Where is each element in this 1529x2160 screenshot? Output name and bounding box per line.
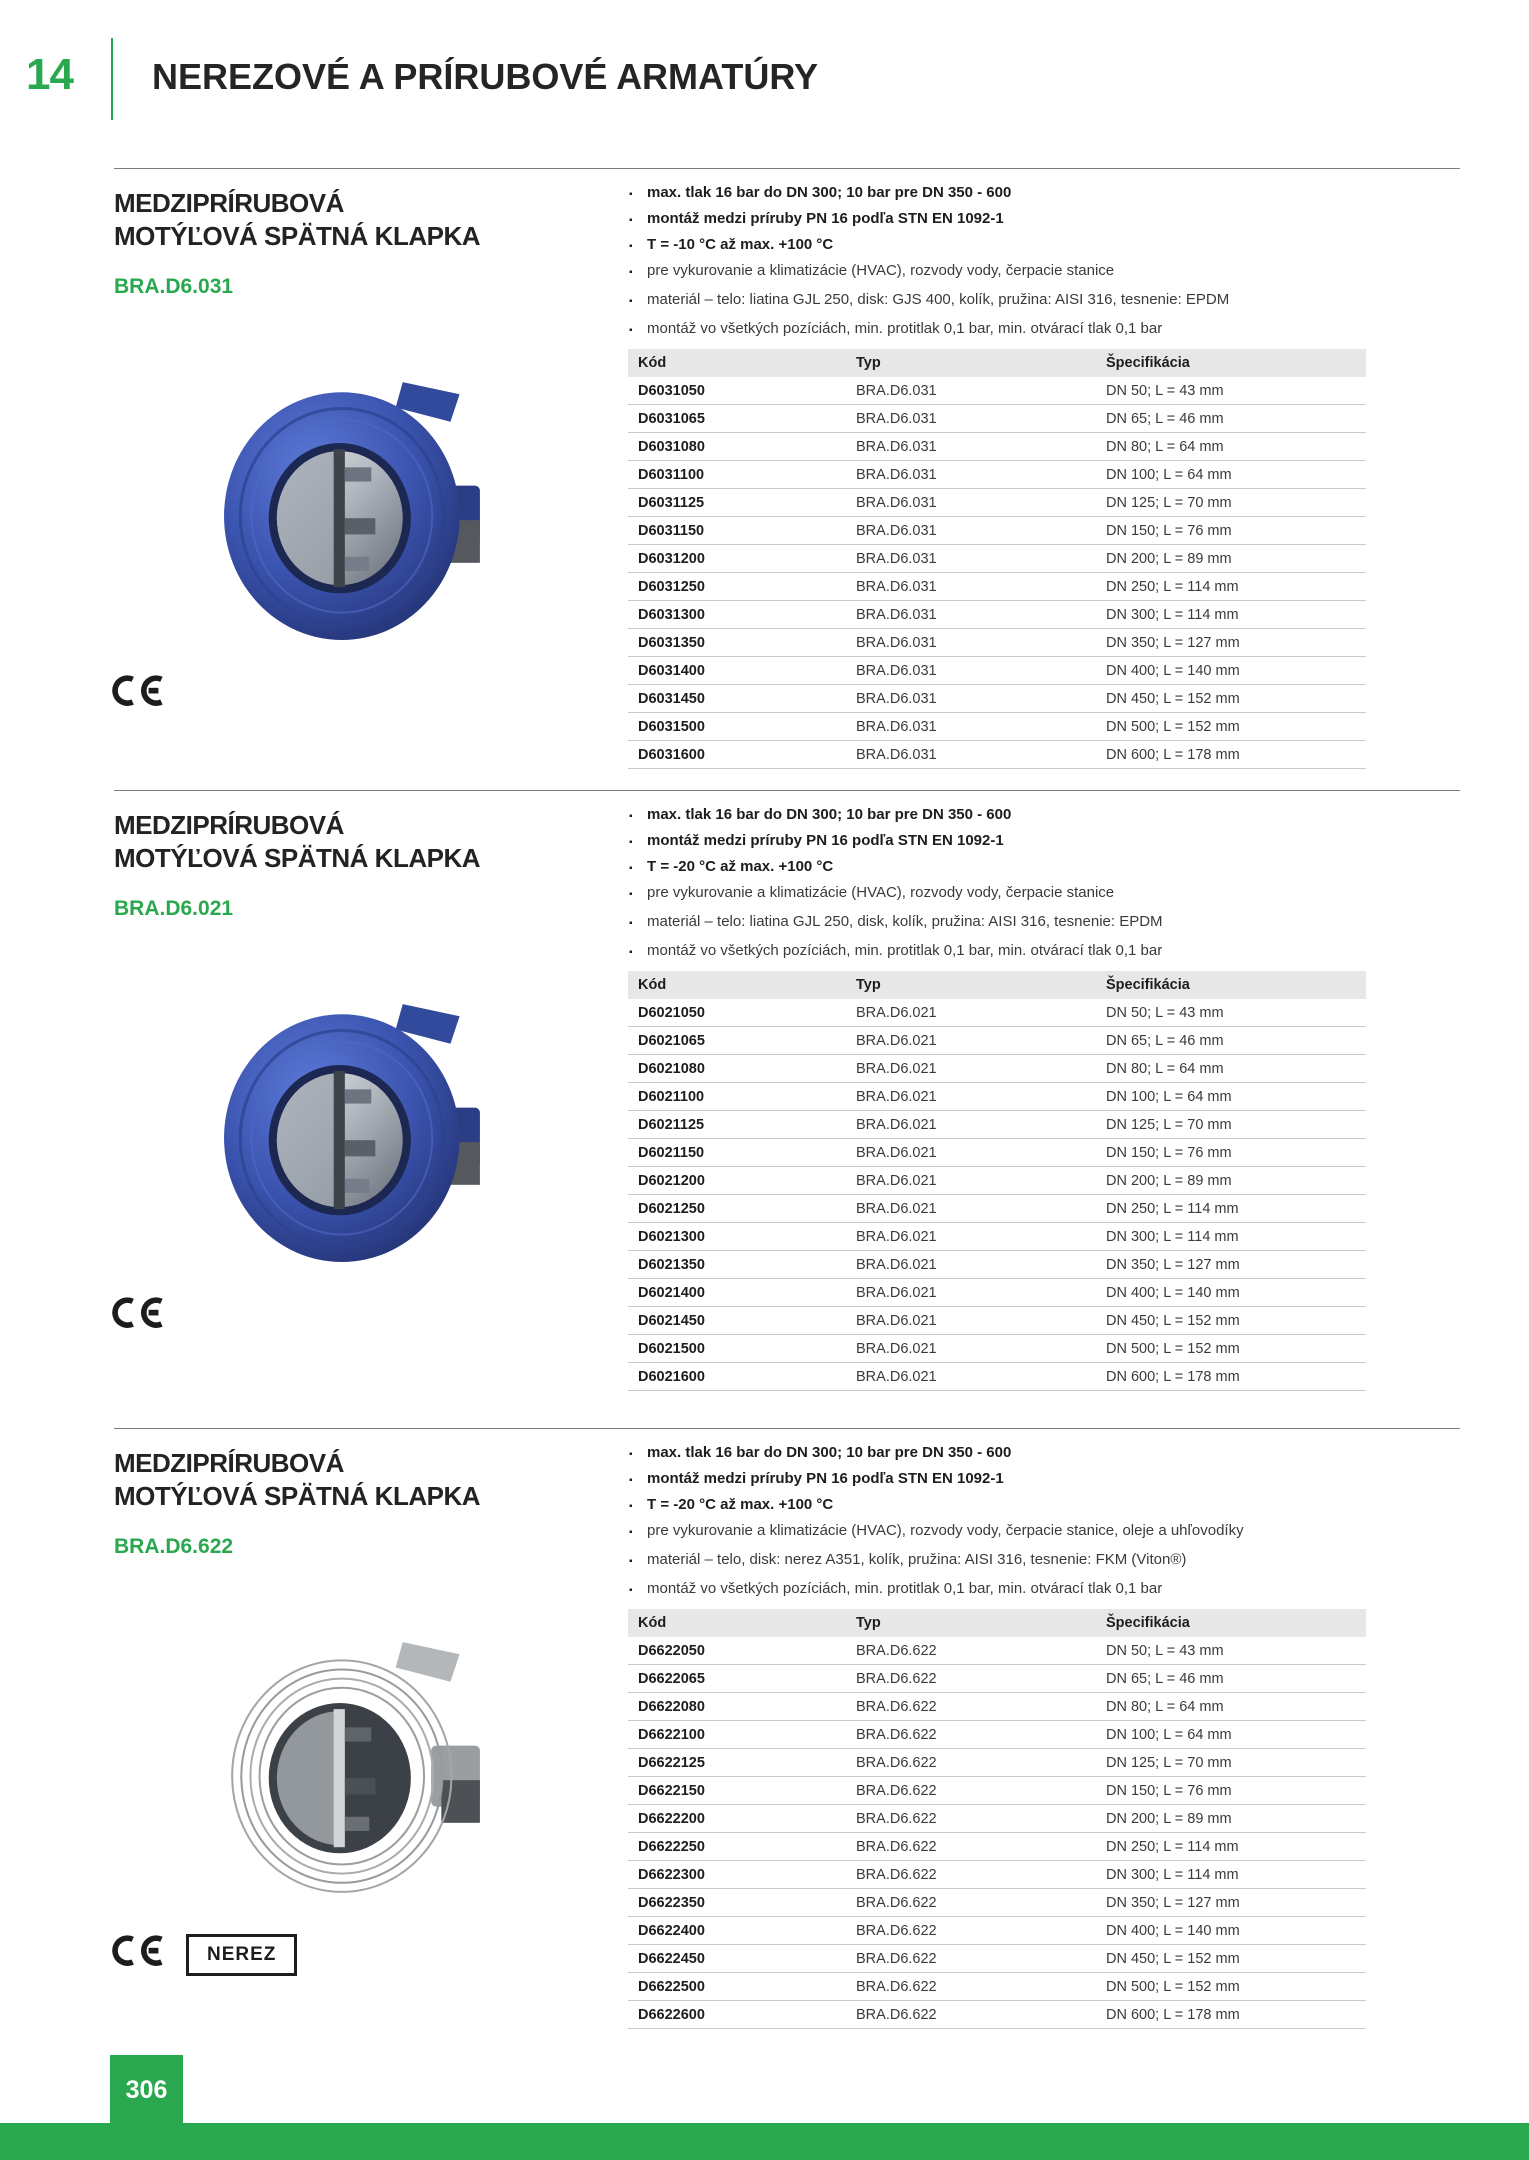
table-row [628, 1721, 1366, 1749]
chapter-number: 14 [26, 50, 73, 99]
cell-typ: BRA.D6.031 [856, 377, 1106, 405]
cell-typ: BRA.D6.031 [856, 601, 1106, 629]
cell-kod: D6031125 [628, 489, 856, 517]
cell-spec: DN 125; L = 70 mm [1106, 1749, 1366, 1777]
certification-marks [110, 674, 166, 716]
table-row [628, 1027, 1366, 1055]
cell-typ: BRA.D6.031 [856, 741, 1106, 769]
table-row [628, 1307, 1366, 1335]
ce-mark-icon [110, 1296, 166, 1338]
cell-kod: D6622080 [628, 1693, 856, 1721]
spec-bullet: ▪ max. tlak 16 bar do DN 300; 10 bar pre DN 350 - 600 [628, 183, 1366, 203]
spec-table-header-row [628, 971, 1366, 999]
spec-bullet: ▪ materiál – telo: liatina GJL 250, disk: GJS 400, kolík, pružina: AISI 316, tesnenie: EPDM [628, 290, 1366, 310]
table-row [628, 1777, 1366, 1805]
product-title [114, 1447, 628, 1513]
cell-spec: DN 400; L = 140 mm [1106, 657, 1366, 685]
spec-bullet: ▪ max. tlak 16 bar do DN 300; 10 bar pre DN 350 - 600 [628, 805, 1366, 825]
cell-spec: DN 350; L = 127 mm [1106, 629, 1366, 657]
cell-spec: DN 65; L = 46 mm [1106, 1665, 1366, 1693]
table-row [628, 2001, 1366, 2029]
cell-spec: DN 600; L = 178 mm [1106, 1363, 1366, 1391]
table-row [628, 377, 1366, 405]
cell-kod: D6021600 [628, 1363, 856, 1391]
product-title-line1: MEDZIPRÍRUBOVÁ [114, 810, 344, 840]
cell-spec: DN 65; L = 46 mm [1106, 405, 1366, 433]
cell-spec: DN 150; L = 76 mm [1106, 1777, 1366, 1805]
col-header-typ: Typ [856, 349, 1106, 377]
nerez-badge: NEREZ [186, 1934, 297, 1976]
cell-typ: BRA.D6.622 [856, 1665, 1106, 1693]
table-row [628, 1083, 1366, 1111]
spec-bullet: ▪ montáž vo všetkých pozíciách, min. protitlak 0,1 bar, min. otvárací tlak 0,1 bar [628, 1579, 1366, 1599]
cell-typ: BRA.D6.021 [856, 1111, 1106, 1139]
cell-spec: DN 350; L = 127 mm [1106, 1889, 1366, 1917]
spec-bullets [628, 805, 1366, 961]
product-title-line2: MOTÝĽOVÁ SPÄTNÁ KLAPKA [114, 221, 480, 251]
cell-kod: D6031500 [628, 713, 856, 741]
cell-spec: DN 350; L = 127 mm [1106, 1251, 1366, 1279]
spec-bullet: ▪ max. tlak 16 bar do DN 300; 10 bar pre DN 350 - 600 [628, 1443, 1366, 1463]
product-right-column [628, 1429, 1366, 2023]
cell-kod: D6021500 [628, 1335, 856, 1363]
table-row [628, 1637, 1366, 1665]
cell-kod: D6031100 [628, 461, 856, 489]
product-left-column [114, 791, 628, 920]
cell-typ: BRA.D6.031 [856, 405, 1106, 433]
cell-kod: D6622600 [628, 2001, 856, 2029]
cell-spec: DN 65; L = 46 mm [1106, 1027, 1366, 1055]
cell-spec: DN 100; L = 64 mm [1106, 461, 1366, 489]
cell-kod: D6021065 [628, 1027, 856, 1055]
spec-table-header-row [628, 1609, 1366, 1637]
cell-typ: BRA.D6.021 [856, 1335, 1106, 1363]
product-code: BRA.D6.622 [114, 1535, 234, 1558]
cell-spec: DN 500; L = 152 mm [1106, 1973, 1366, 2001]
cell-typ: BRA.D6.622 [856, 1833, 1106, 1861]
spec-table [628, 349, 1366, 769]
cell-kod: D6622500 [628, 1973, 856, 2001]
table-row [628, 1917, 1366, 1945]
cell-kod: D6021250 [628, 1195, 856, 1223]
cell-spec: DN 150; L = 76 mm [1106, 517, 1366, 545]
table-row [628, 1665, 1366, 1693]
cell-spec: DN 50; L = 43 mm [1106, 377, 1366, 405]
table-row [628, 433, 1366, 461]
cell-spec: DN 600; L = 178 mm [1106, 2001, 1366, 2029]
table-row [628, 405, 1366, 433]
cell-spec: DN 200; L = 89 mm [1106, 1805, 1366, 1833]
spec-bullet: ▪ montáž medzi príruby PN 16 podľa STN EN 1092-1 [628, 209, 1366, 229]
cell-kod: D6021080 [628, 1055, 856, 1083]
spec-table [628, 971, 1366, 1391]
col-header-spec: Špecifikácia [1106, 971, 1366, 999]
table-row [628, 1889, 1366, 1917]
cell-kod: D6021400 [628, 1279, 856, 1307]
product-code: BRA.D6.021 [114, 897, 234, 920]
product-title-line2: MOTÝĽOVÁ SPÄTNÁ KLAPKA [114, 1481, 480, 1511]
spec-table [628, 1609, 1366, 2029]
cell-spec: DN 80; L = 64 mm [1106, 1055, 1366, 1083]
product-right-column [628, 169, 1366, 763]
cell-kod: D6622400 [628, 1917, 856, 1945]
table-row [628, 629, 1366, 657]
col-header-kod: Kód [628, 971, 856, 999]
product-section [114, 790, 1460, 1429]
table-row [628, 1055, 1366, 1083]
col-header-spec: Špecifikácia [1106, 1609, 1366, 1637]
cell-kod: D6031400 [628, 657, 856, 685]
cell-kod: D6622450 [628, 1945, 856, 1973]
cell-typ: BRA.D6.031 [856, 713, 1106, 741]
ce-mark-icon [110, 1934, 166, 1976]
col-header-typ: Typ [856, 1609, 1106, 1637]
cell-typ: BRA.D6.622 [856, 1861, 1106, 1889]
product-code: BRA.D6.031 [114, 275, 234, 298]
cell-spec: DN 125; L = 70 mm [1106, 1111, 1366, 1139]
product-left-column [114, 169, 628, 298]
cell-typ: BRA.D6.021 [856, 1083, 1106, 1111]
cell-typ: BRA.D6.021 [856, 1055, 1106, 1083]
spec-bullet: ▪ montáž medzi príruby PN 16 podľa STN EN 1092-1 [628, 831, 1366, 851]
cell-typ: BRA.D6.031 [856, 573, 1106, 601]
cell-spec: DN 300; L = 114 mm [1106, 601, 1366, 629]
certification-marks [110, 1296, 166, 1338]
product-photo [222, 987, 486, 1273]
spec-bullet: ▪ materiál – telo: liatina GJL 250, disk, kolík, pružina: AISI 316, tesnenie: EPDM [628, 912, 1366, 932]
table-row [628, 1251, 1366, 1279]
cell-kod: D6021050 [628, 999, 856, 1027]
cell-typ: BRA.D6.021 [856, 1279, 1106, 1307]
table-row [628, 1195, 1366, 1223]
blue-valve-image [222, 987, 486, 1273]
cell-kod: D6031200 [628, 545, 856, 573]
cell-kod: D6031600 [628, 741, 856, 769]
cell-typ: BRA.D6.622 [856, 1945, 1106, 1973]
cell-typ: BRA.D6.622 [856, 1973, 1106, 2001]
cell-spec: DN 300; L = 114 mm [1106, 1861, 1366, 1889]
cell-typ: BRA.D6.021 [856, 1307, 1106, 1335]
cell-spec: DN 400; L = 140 mm [1106, 1279, 1366, 1307]
table-row [628, 1805, 1366, 1833]
cell-spec: DN 250; L = 114 mm [1106, 1833, 1366, 1861]
cell-spec: DN 450; L = 152 mm [1106, 685, 1366, 713]
table-row [628, 1693, 1366, 1721]
cell-typ: BRA.D6.031 [856, 461, 1106, 489]
cell-typ: BRA.D6.021 [856, 1139, 1106, 1167]
col-header-kod: Kód [628, 349, 856, 377]
spec-bullet: ▪ T = -10 °C až max. +100 °C [628, 235, 1366, 255]
cell-kod: D6031300 [628, 601, 856, 629]
spec-bullet: ▪ materiál – telo, disk: nerez A351, kolík, pružina: AISI 316, tesnenie: FKM (Viton®) [628, 1550, 1366, 1570]
product-section [114, 168, 1460, 791]
cell-kod: D6031450 [628, 685, 856, 713]
cell-typ: BRA.D6.031 [856, 657, 1106, 685]
cell-spec: DN 500; L = 152 mm [1106, 713, 1366, 741]
cell-typ: BRA.D6.622 [856, 1777, 1106, 1805]
product-title-line1: MEDZIPRÍRUBOVÁ [114, 1448, 344, 1478]
spec-bullet: ▪ montáž vo všetkých pozíciách, min. protitlak 0,1 bar, min. otvárací tlak 0,1 bar [628, 941, 1366, 961]
spec-bullet: ▪ pre vykurovanie a klimatizácie (HVAC), rozvody vody, čerpacie stanice [628, 883, 1366, 903]
spec-bullet: ▪ T = -20 °C až max. +100 °C [628, 857, 1366, 877]
page-number: 306 [125, 2075, 168, 2104]
cell-spec: DN 600; L = 178 mm [1106, 741, 1366, 769]
cell-spec: DN 50; L = 43 mm [1106, 1637, 1366, 1665]
certification-marks [110, 1934, 297, 1976]
table-row [628, 1139, 1366, 1167]
cell-spec: DN 200; L = 89 mm [1106, 545, 1366, 573]
cell-typ: BRA.D6.622 [856, 1805, 1106, 1833]
cell-spec: DN 250; L = 114 mm [1106, 573, 1366, 601]
header-divider-line [111, 38, 113, 120]
table-row [628, 999, 1366, 1027]
cell-spec: DN 150; L = 76 mm [1106, 1139, 1366, 1167]
spec-bullet: ▪ montáž medzi príruby PN 16 podľa STN EN 1092-1 [628, 1469, 1366, 1489]
product-photo [222, 1625, 486, 1911]
cell-typ: BRA.D6.021 [856, 1167, 1106, 1195]
cell-kod: D6622350 [628, 1889, 856, 1917]
cell-typ: BRA.D6.031 [856, 629, 1106, 657]
cell-spec: DN 80; L = 64 mm [1106, 433, 1366, 461]
cell-kod: D6622125 [628, 1749, 856, 1777]
spec-bullet: ▪ pre vykurovanie a klimatizácie (HVAC), rozvody vody, čerpacie stanice, oleje a uhľovodíky [628, 1521, 1366, 1541]
spec-bullet: ▪ pre vykurovanie a klimatizácie (HVAC), rozvody vody, čerpacie stanice [628, 261, 1366, 281]
table-row [628, 1223, 1366, 1251]
cell-typ: BRA.D6.031 [856, 517, 1106, 545]
cell-kod: D6021350 [628, 1251, 856, 1279]
table-row [628, 1363, 1366, 1391]
cell-kod: D6622250 [628, 1833, 856, 1861]
cell-typ: BRA.D6.622 [856, 1637, 1106, 1665]
cell-kod: D6622050 [628, 1637, 856, 1665]
table-row [628, 573, 1366, 601]
chapter-title: NEREZOVÉ A PRÍRUBOVÉ ARMATÚRY [152, 56, 819, 97]
cell-kod: D6021100 [628, 1083, 856, 1111]
footer-band [0, 2123, 1529, 2160]
table-row [628, 657, 1366, 685]
cell-kod: D6031150 [628, 517, 856, 545]
cell-typ: BRA.D6.622 [856, 1749, 1106, 1777]
product-title [114, 809, 628, 875]
ce-mark-icon [110, 674, 166, 716]
table-row [628, 517, 1366, 545]
cell-spec: DN 500; L = 152 mm [1106, 1335, 1366, 1363]
cell-spec: DN 100; L = 64 mm [1106, 1721, 1366, 1749]
cell-spec: DN 450; L = 152 mm [1106, 1307, 1366, 1335]
table-row [628, 1749, 1366, 1777]
table-row [628, 489, 1366, 517]
cell-kod: D6031250 [628, 573, 856, 601]
cell-typ: BRA.D6.021 [856, 1223, 1106, 1251]
col-header-typ: Typ [856, 971, 1106, 999]
page-number-tab [110, 2055, 183, 2125]
cell-spec: DN 450; L = 152 mm [1106, 1945, 1366, 1973]
cell-spec: DN 200; L = 89 mm [1106, 1167, 1366, 1195]
cell-kod: D6622065 [628, 1665, 856, 1693]
blue-valve-image [222, 365, 486, 651]
cell-kod: D6031350 [628, 629, 856, 657]
product-title [114, 187, 628, 253]
cell-typ: BRA.D6.021 [856, 1195, 1106, 1223]
cell-kod: D6031065 [628, 405, 856, 433]
cell-typ: BRA.D6.031 [856, 685, 1106, 713]
cell-kod: D6622200 [628, 1805, 856, 1833]
table-row [628, 1861, 1366, 1889]
product-section [114, 1428, 1460, 2029]
table-row [628, 713, 1366, 741]
spec-bullet: ▪ T = -20 °C až max. +100 °C [628, 1495, 1366, 1515]
cell-spec: DN 125; L = 70 mm [1106, 489, 1366, 517]
cell-kod: D6622300 [628, 1861, 856, 1889]
cell-spec: DN 80; L = 64 mm [1106, 1693, 1366, 1721]
cell-typ: BRA.D6.031 [856, 489, 1106, 517]
product-title-line2: MOTÝĽOVÁ SPÄTNÁ KLAPKA [114, 843, 480, 873]
cell-typ: BRA.D6.021 [856, 1027, 1106, 1055]
cell-spec: DN 250; L = 114 mm [1106, 1195, 1366, 1223]
cell-spec: DN 400; L = 140 mm [1106, 1917, 1366, 1945]
cell-typ: BRA.D6.021 [856, 999, 1106, 1027]
cell-typ: BRA.D6.622 [856, 2001, 1106, 2029]
cell-kod: D6021450 [628, 1307, 856, 1335]
table-row [628, 461, 1366, 489]
table-row [628, 601, 1366, 629]
cell-typ: BRA.D6.622 [856, 1693, 1106, 1721]
table-row [628, 1335, 1366, 1363]
table-row [628, 1833, 1366, 1861]
cell-typ: BRA.D6.622 [856, 1889, 1106, 1917]
product-title-line1: MEDZIPRÍRUBOVÁ [114, 188, 344, 218]
cell-typ: BRA.D6.031 [856, 545, 1106, 573]
cell-kod: D6021150 [628, 1139, 856, 1167]
table-row [628, 1279, 1366, 1307]
table-row [628, 545, 1366, 573]
table-row [628, 1973, 1366, 2001]
cell-spec: DN 100; L = 64 mm [1106, 1083, 1366, 1111]
cell-kod: D6021200 [628, 1167, 856, 1195]
cell-spec: DN 300; L = 114 mm [1106, 1223, 1366, 1251]
cell-kod: D6622100 [628, 1721, 856, 1749]
cell-typ: BRA.D6.622 [856, 1721, 1106, 1749]
product-right-column [628, 791, 1366, 1385]
cell-kod: D6031080 [628, 433, 856, 461]
col-header-spec: Špecifikácia [1106, 349, 1366, 377]
cell-kod: D6021125 [628, 1111, 856, 1139]
spec-table-header-row [628, 349, 1366, 377]
cell-spec: DN 50; L = 43 mm [1106, 999, 1366, 1027]
table-row [628, 741, 1366, 769]
cell-kod: D6031050 [628, 377, 856, 405]
stainless-valve-image [222, 1625, 486, 1911]
table-row [628, 1945, 1366, 1973]
cell-typ: BRA.D6.622 [856, 1917, 1106, 1945]
spec-bullets [628, 183, 1366, 339]
table-row [628, 1111, 1366, 1139]
cell-typ: BRA.D6.021 [856, 1363, 1106, 1391]
table-row [628, 685, 1366, 713]
cell-kod: D6622150 [628, 1777, 856, 1805]
product-photo [222, 365, 486, 651]
spec-bullet: ▪ montáž vo všetkých pozíciách, min. protitlak 0,1 bar, min. otvárací tlak 0,1 bar [628, 319, 1366, 339]
product-left-column [114, 1429, 628, 1965]
col-header-kod: Kód [628, 1609, 856, 1637]
table-row [628, 1167, 1366, 1195]
cell-typ: BRA.D6.031 [856, 433, 1106, 461]
spec-bullets [628, 1443, 1366, 1599]
cell-kod: D6021300 [628, 1223, 856, 1251]
cell-typ: BRA.D6.021 [856, 1251, 1106, 1279]
